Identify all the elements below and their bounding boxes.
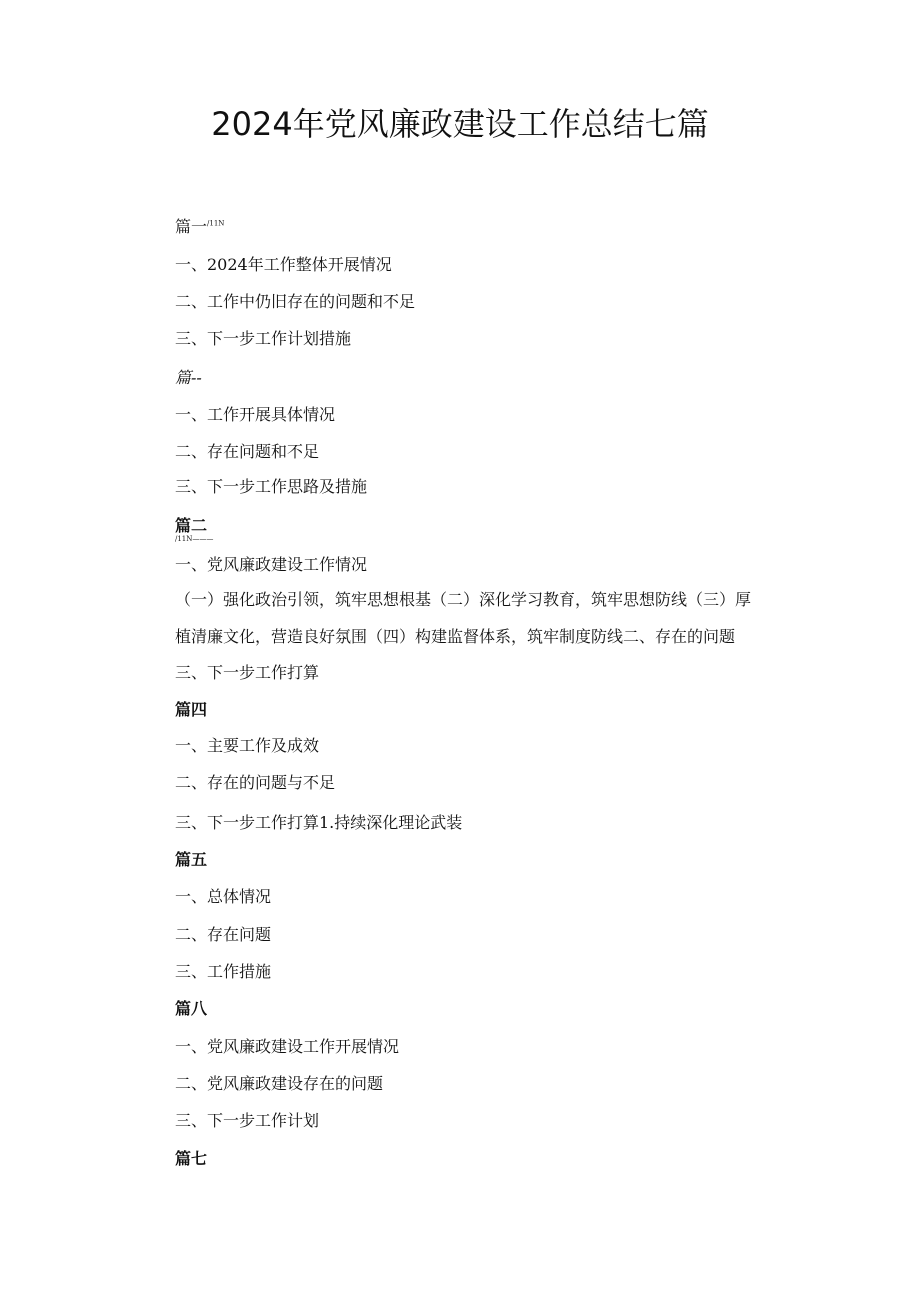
- section-4-item-2: 二、存在的问题与不足: [175, 773, 336, 792]
- section-6-item-3: 三、下一步工作计划: [175, 1111, 320, 1130]
- section-7-heading: 篇七: [175, 1149, 208, 1168]
- section-5-heading: 篇五: [175, 850, 208, 869]
- section-1-heading: [175, 216, 224, 238]
- section-6-item-2: 二、党风廉政建设存在的问题: [175, 1074, 384, 1093]
- section-1-item-1: 一、2024年工作整体开展情况: [175, 255, 392, 274]
- section-3-item-1: 一、党风廉政建设工作情况: [175, 555, 368, 574]
- section-6-heading: 篇八: [175, 999, 208, 1018]
- section-1-item-2: 二、工作中仍旧存在的问题和不足: [175, 292, 416, 311]
- section-4-heading: 篇四: [175, 700, 208, 719]
- section-2-heading: 篇--: [175, 368, 202, 387]
- section-1-heading-text: 篇一: [175, 217, 208, 236]
- section-3-item-2: （一）强化政治引领，筑牢思想根基（二）深化学习教育，筑牢思想防线（三）厚: [175, 590, 752, 609]
- section-4-item-1: 一、主要工作及成效: [175, 736, 320, 755]
- section-2-item-3: 三、下一步工作思路及措施: [175, 477, 368, 496]
- section-5-item-1: 一、总体情况: [175, 887, 272, 906]
- section-4-item-3: 三、下一步工作打算1.持续深化理论武装: [175, 813, 463, 832]
- section-5-item-3: 三、工作措施: [175, 962, 272, 981]
- section-3-item-4: 三、下一步工作打算: [175, 663, 320, 682]
- section-6-item-1: 一、党风廉政建设工作开展情况: [175, 1037, 400, 1056]
- section-5-item-2: 二、存在问题: [175, 925, 272, 944]
- section-2-item-2: 二、存在问题和不足: [175, 442, 320, 461]
- section-3-heading: 篇二: [175, 516, 208, 535]
- document-title: 2024年党风廉政建设工作总结七篇: [211, 105, 709, 143]
- section-2-item-1: 一、工作开展具体情况: [175, 405, 336, 424]
- section-1-item-3: 三、下一步工作计划措施: [175, 329, 352, 348]
- section-1-heading-mark: /11N: [207, 219, 225, 228]
- section-3-heading-mark: /11N———: [175, 535, 214, 543]
- section-3-item-3: 植清廉文化，营造良好氛围（四）构建监督体系，筑牢制度防线二、存在的问题: [175, 627, 736, 646]
